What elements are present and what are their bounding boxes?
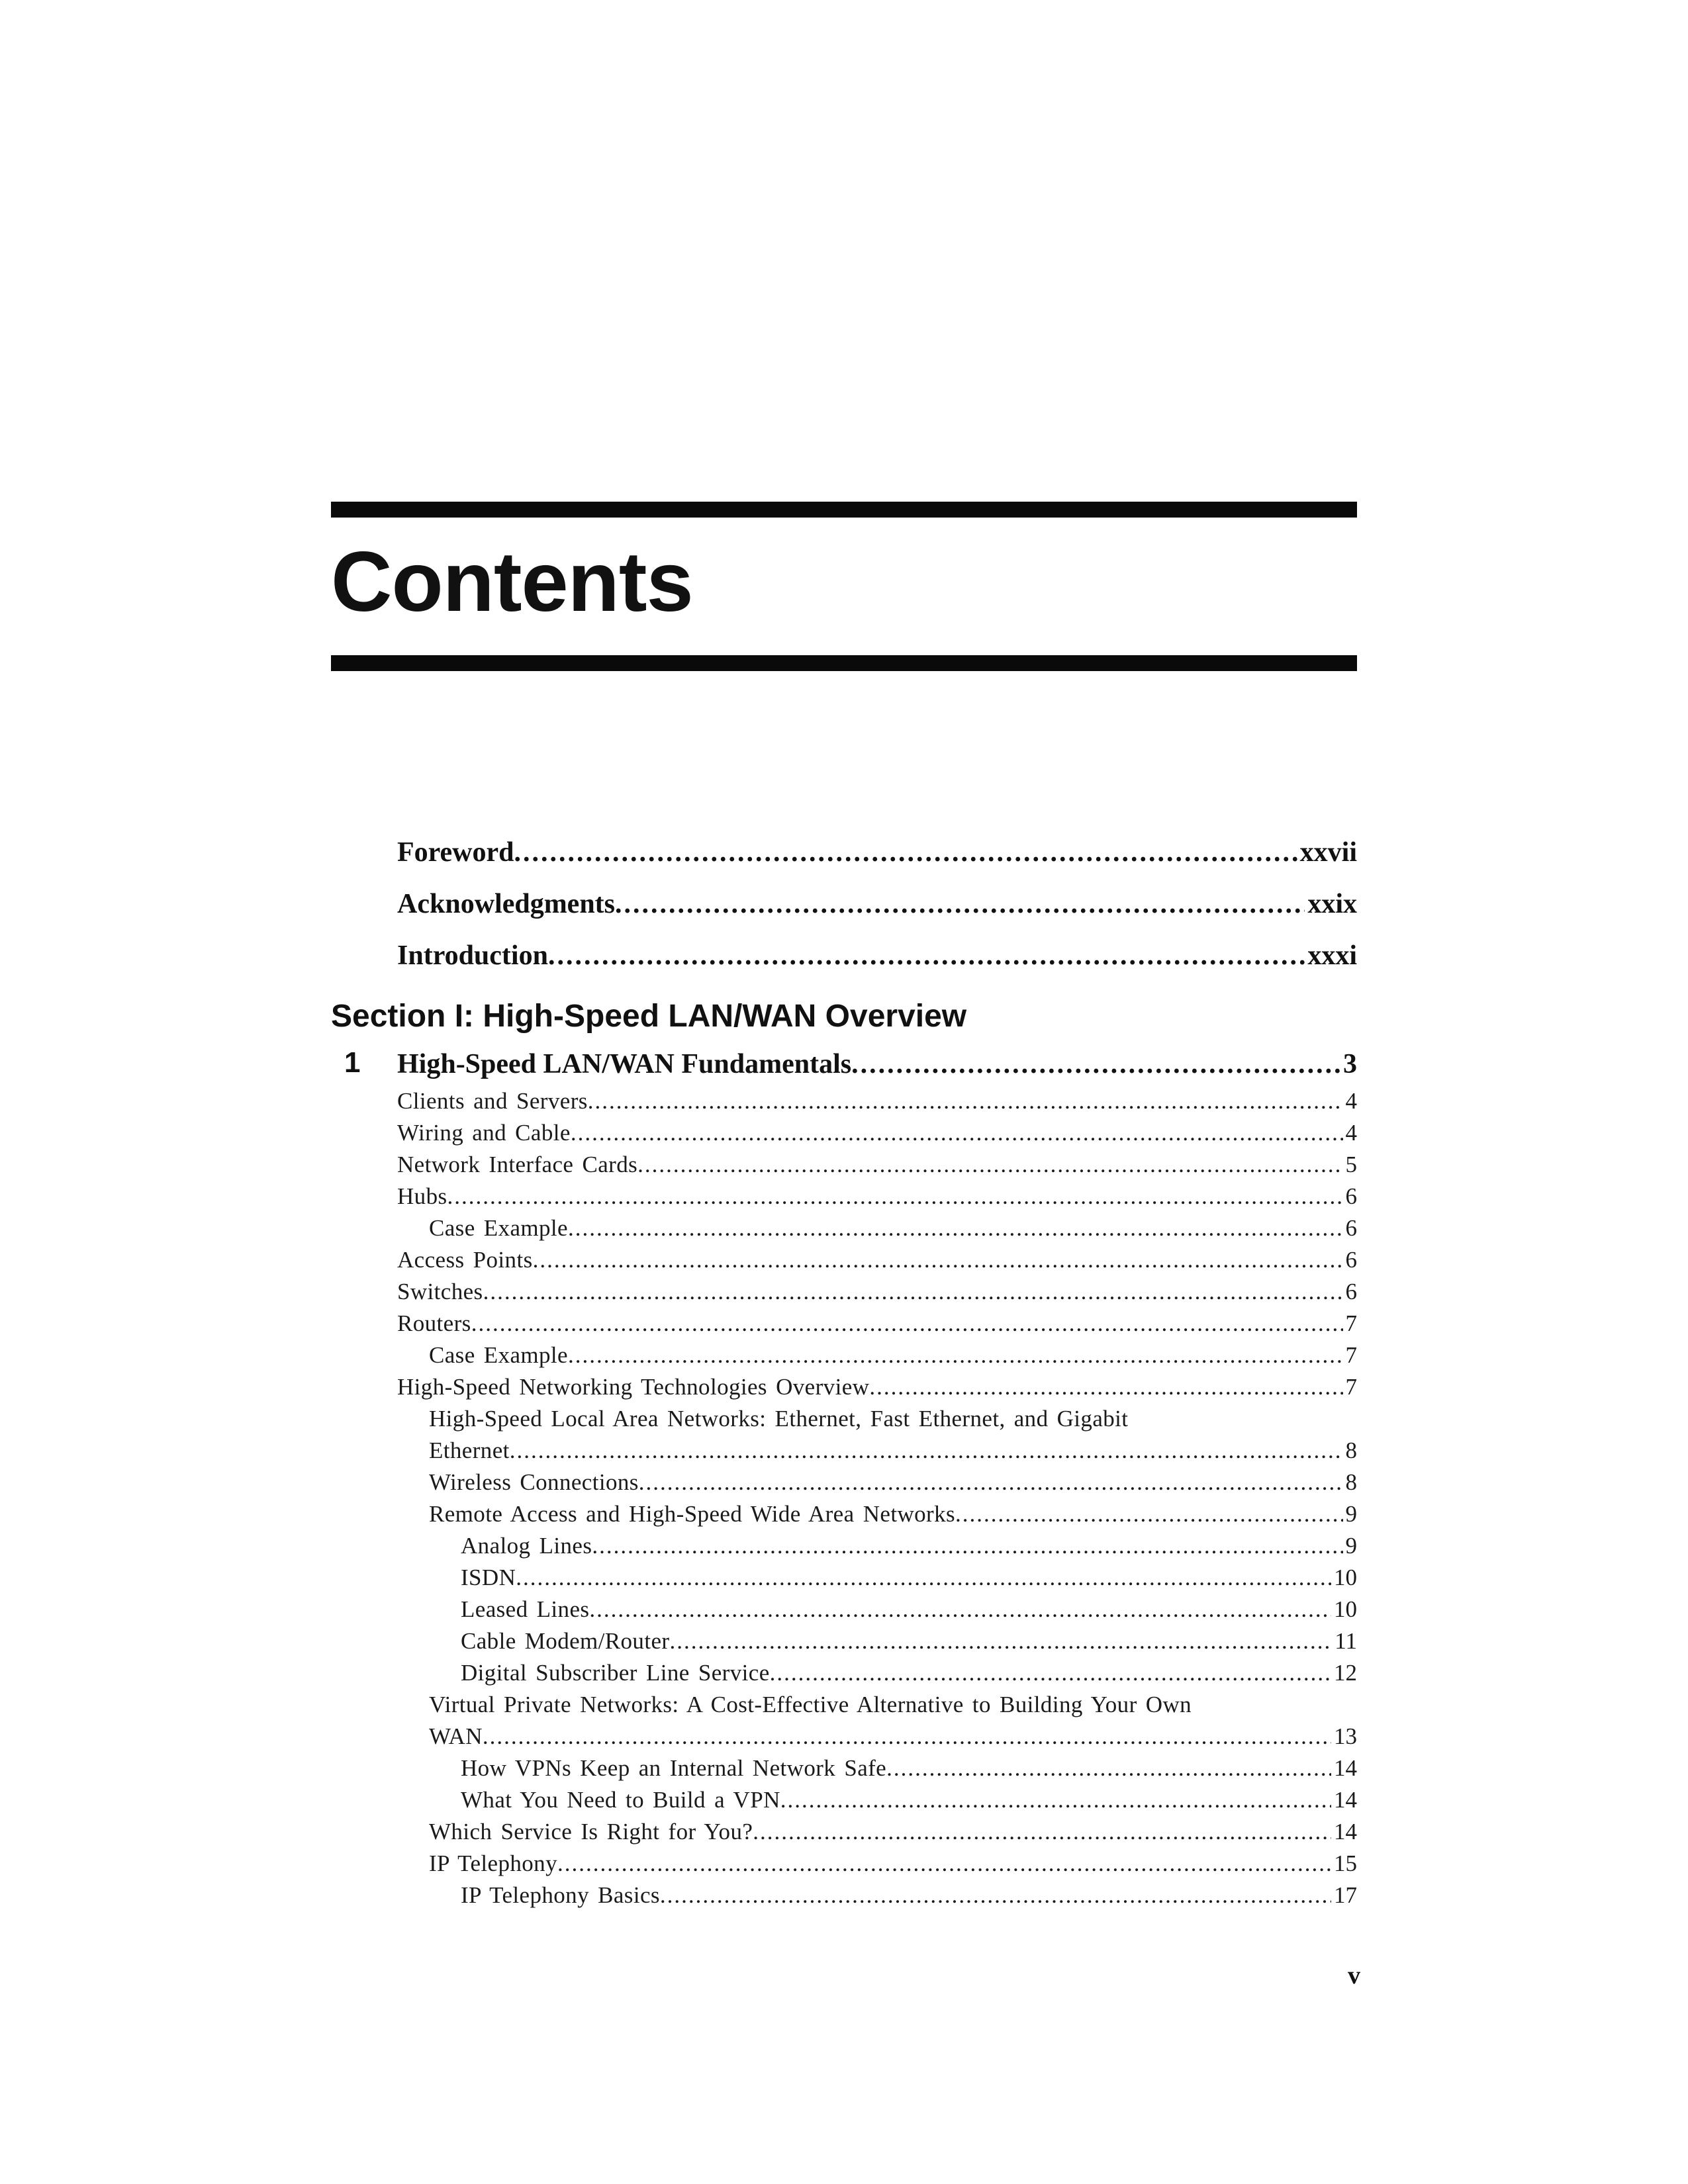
chapter-number: 1 — [344, 1046, 361, 1079]
toc-entry-label: Network Interface Cards — [397, 1152, 638, 1177]
toc-entry[interactable] — [397, 1371, 1357, 1403]
toc-entry-page: 7 — [1345, 1310, 1357, 1336]
toc-entry-label: Routers — [397, 1310, 471, 1336]
toc-chapter-1[interactable] — [397, 1046, 1357, 1083]
toc-entry[interactable] — [397, 1149, 1357, 1181]
toc-entry-label: WAN — [429, 1723, 483, 1749]
toc-entry[interactable] — [397, 1530, 1357, 1562]
toc-entry-page: xxvii — [1299, 837, 1357, 868]
toc-entry-introduction[interactable] — [397, 937, 1357, 974]
toc-entry-label: ISDN — [461, 1565, 516, 1590]
dot-leader — [514, 834, 1297, 871]
toc-entry-label: Which Service Is Right for You? — [429, 1819, 753, 1844]
toc-entry-page: 17 — [1334, 1882, 1357, 1908]
toc-entry-label: Wireless Connections — [429, 1469, 639, 1495]
toc-entry-label: How VPNs Keep an Internal Network Safe — [461, 1755, 887, 1781]
toc-entry-label: Case Example — [429, 1215, 568, 1241]
toc-entry-label: What You Need to Build a VPN — [461, 1787, 780, 1813]
toc-entry-page: 13 — [1334, 1723, 1357, 1749]
toc-entry-page: 5 — [1345, 1152, 1357, 1177]
dot-leader — [592, 1530, 1342, 1562]
section-heading: Section I: High-Speed LAN/WAN Overview — [331, 999, 967, 1034]
dot-leader — [639, 1467, 1343, 1498]
dot-leader — [568, 1340, 1343, 1371]
dot-leader — [669, 1625, 1332, 1657]
dot-leader — [483, 1721, 1331, 1752]
dot-leader — [589, 1594, 1331, 1625]
dot-leader — [615, 886, 1305, 923]
toc-entry[interactable] — [397, 1657, 1357, 1689]
toc-entry[interactable] — [397, 1212, 1357, 1244]
toc-entry-label: High-Speed Networking Technologies Overview — [397, 1374, 870, 1400]
toc-entry[interactable] — [397, 1308, 1357, 1340]
dot-leader — [471, 1308, 1343, 1340]
toc-entry-page: 6 — [1345, 1247, 1357, 1273]
toc-entry[interactable] — [397, 1244, 1357, 1276]
dot-leader — [447, 1181, 1343, 1212]
chapter-title: High-Speed LAN/WAN Fundamentals — [397, 1049, 852, 1079]
toc-entry-page: 4 — [1345, 1120, 1357, 1146]
toc-entry-page: 7 — [1345, 1374, 1357, 1400]
toc-entry[interactable] — [397, 1562, 1357, 1594]
dot-leader — [557, 1848, 1331, 1880]
title-rule-top — [331, 502, 1357, 518]
toc-entry[interactable] — [397, 1340, 1357, 1371]
dot-leader — [510, 1435, 1343, 1467]
toc-entry[interactable] — [397, 1880, 1357, 1911]
toc-entry-label: IP Telephony Basics — [461, 1882, 660, 1908]
toc-entry-label: Digital Subscriber Line Service — [461, 1660, 770, 1686]
toc-entry-label: Foreword — [397, 837, 514, 868]
toc-entry-wrapped-line[interactable]: High-Speed Local Area Networks: Ethernet, Fast Ethernet, and Gigabit — [429, 1406, 1129, 1432]
toc-entry-page: 14 — [1334, 1819, 1357, 1844]
dot-leader — [588, 1085, 1343, 1117]
dot-leader — [780, 1784, 1331, 1816]
toc-entry-label: Wiring and Cable — [397, 1120, 571, 1146]
toc-entry[interactable] — [397, 1848, 1357, 1880]
toc-entry-label: Hubs — [397, 1183, 447, 1209]
toc-entry-page: 4 — [1345, 1088, 1357, 1114]
toc-entry-acknowledgments[interactable] — [397, 886, 1357, 923]
toc-entry[interactable] — [397, 1498, 1357, 1530]
chapter-page: 3 — [1343, 1049, 1357, 1079]
toc-entry[interactable] — [397, 1435, 1357, 1467]
toc-entry[interactable] — [397, 1721, 1357, 1752]
dot-leader — [955, 1498, 1343, 1530]
toc-entry[interactable] — [397, 1117, 1357, 1149]
toc-entry[interactable] — [397, 1784, 1357, 1816]
toc-entry-label: IP Telephony — [429, 1850, 557, 1876]
toc-entry-page: 6 — [1345, 1279, 1357, 1304]
toc-entry-page: 6 — [1345, 1183, 1357, 1209]
toc-entry-page: 12 — [1334, 1660, 1357, 1686]
toc-entry[interactable] — [397, 1276, 1357, 1308]
toc-entry-label: Switches — [397, 1279, 483, 1304]
toc-entry-label: Clients and Servers — [397, 1088, 588, 1114]
toc-entry-page: 10 — [1334, 1596, 1357, 1622]
dot-leader — [568, 1212, 1343, 1244]
toc-entry[interactable] — [397, 1467, 1357, 1498]
page-title: Contents — [331, 535, 693, 629]
dot-leader — [851, 1046, 1340, 1083]
title-rule-bottom — [331, 655, 1357, 671]
toc-entry-label: Access Points — [397, 1247, 533, 1273]
toc-entry-page: 9 — [1345, 1501, 1357, 1527]
toc-entry-page: 8 — [1345, 1469, 1357, 1495]
toc-entry-label: Leased Lines — [461, 1596, 590, 1622]
toc-entry-label: Analog Lines — [461, 1533, 592, 1559]
page-folio: v — [1348, 1962, 1360, 1989]
toc-entry[interactable] — [397, 1816, 1357, 1848]
toc-entry-page: 11 — [1335, 1628, 1357, 1654]
toc-entry-label: Acknowledgments — [397, 889, 616, 919]
toc-entry[interactable] — [397, 1625, 1357, 1657]
toc-entry-page: 9 — [1345, 1533, 1357, 1559]
dot-leader — [660, 1880, 1331, 1911]
toc-entry[interactable] — [397, 1594, 1357, 1625]
toc-entry-page: 15 — [1334, 1850, 1357, 1876]
toc-entries — [397, 1085, 1357, 1911]
toc-entry-label: Ethernet — [429, 1437, 510, 1463]
dot-leader — [637, 1149, 1342, 1181]
dot-leader — [571, 1117, 1343, 1149]
dot-leader — [533, 1244, 1343, 1276]
toc-entry-wrapped-line[interactable]: Virtual Private Networks: A Cost-Effective Alternative to Building Your Own — [429, 1692, 1192, 1717]
toc-entry-page: 10 — [1334, 1565, 1357, 1590]
dot-leader — [753, 1816, 1331, 1848]
toc-entry-label: Cable Modem/Router — [461, 1628, 670, 1654]
toc-entry[interactable] — [397, 1752, 1357, 1784]
dot-leader — [770, 1657, 1331, 1689]
toc-entry-label: Remote Access and High-Speed Wide Area Networks — [429, 1501, 955, 1527]
dot-leader — [886, 1752, 1331, 1784]
toc-entry-page: 8 — [1345, 1437, 1357, 1463]
toc-entry-page: 14 — [1334, 1787, 1357, 1813]
toc-entry-page: 7 — [1345, 1342, 1357, 1368]
toc-entry-page: xxix — [1307, 889, 1357, 919]
toc-entry[interactable] — [397, 1181, 1357, 1212]
toc-entry-label: Introduction — [397, 940, 548, 971]
toc-entry-page: xxxi — [1307, 940, 1357, 971]
dot-leader — [516, 1562, 1331, 1594]
toc-entry[interactable] — [397, 1085, 1357, 1117]
dot-leader — [869, 1371, 1342, 1403]
toc-entry-foreword[interactable] — [397, 834, 1357, 871]
dot-leader — [483, 1276, 1343, 1308]
toc-entry-label: Case Example — [429, 1342, 568, 1368]
toc-entry-page: 14 — [1334, 1755, 1357, 1781]
dot-leader — [548, 937, 1305, 974]
toc-entry-page: 6 — [1345, 1215, 1357, 1241]
